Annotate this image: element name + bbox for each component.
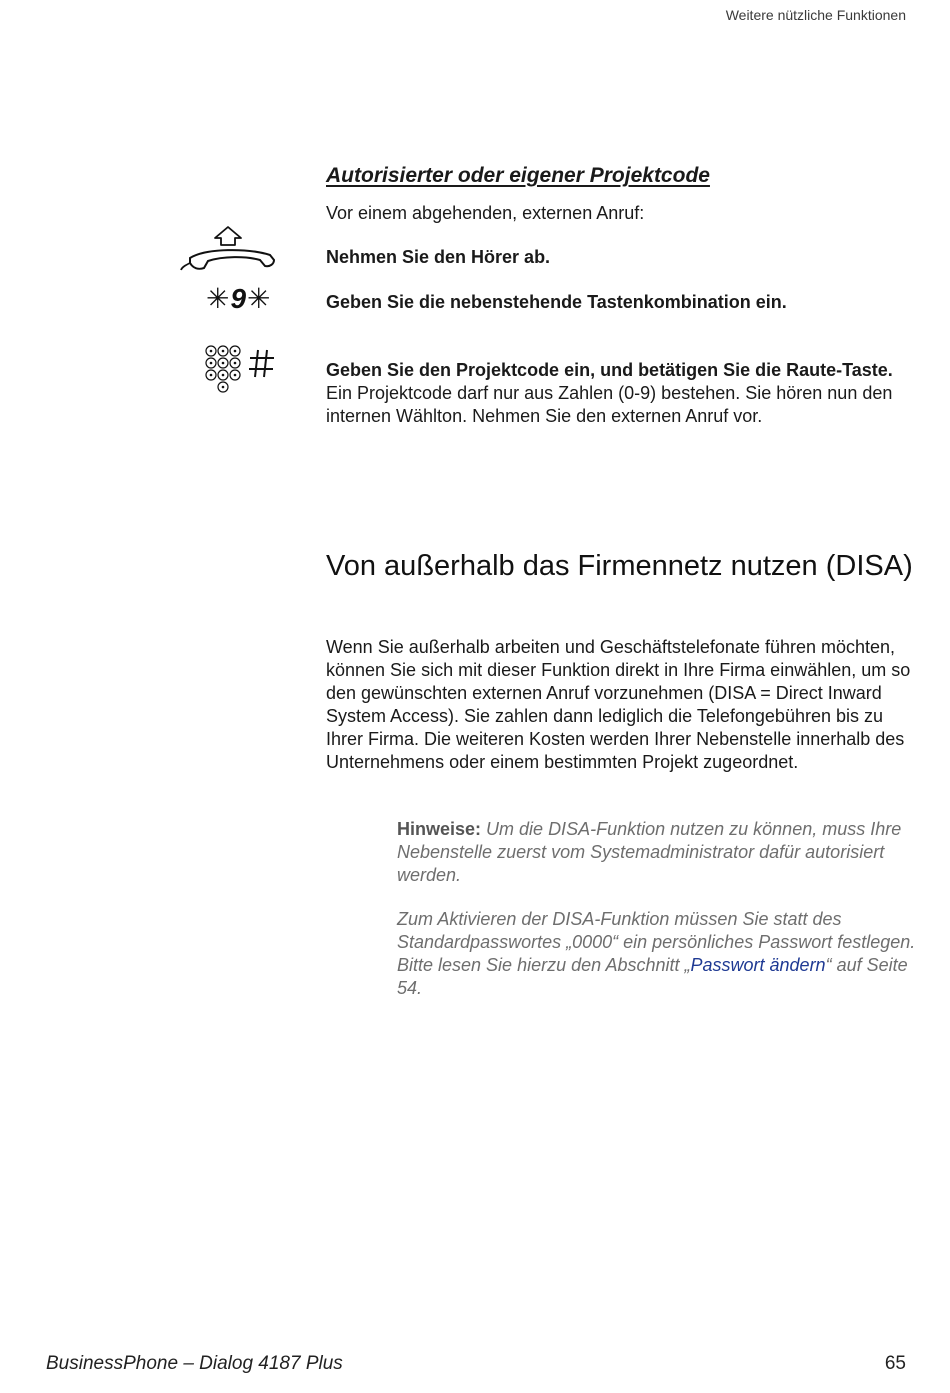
keypad-hash-icon — [204, 345, 278, 401]
notes-label: Hinweise: — [397, 819, 482, 839]
step-instruction: Geben Sie die nebenstehende Tastenkombination ein. — [326, 292, 787, 312]
digit-key-glyph: 9 — [230, 283, 248, 314]
step-explanation: Ein Projektcode darf nur aus Zahlen (0-9) bestehen. Sie hören nun den internen Wählton. Nehmen Sie den externen Anruf vor. — [326, 383, 893, 426]
note-text: Zum Aktivieren der DISA-Funktion müssen Sie statt des Standardpasswortes „0000“ ein persönliches Passwort festlegen. Bitte lesen Sie hierzu den Abschnitt „ — [397, 909, 916, 975]
note-authorization — [397, 818, 917, 887]
step-enter-key-combination — [326, 291, 916, 314]
star-key-glyph: ✳ — [247, 283, 272, 314]
step-instruction: Nehmen Sie den Hörer ab. — [326, 247, 551, 267]
passwort-aendern-link[interactable]: Passwort ändern — [690, 955, 826, 975]
disa-heading: Von außerhalb das Firmennetz nutzen (DISA) — [326, 550, 913, 582]
star-9-star-icon — [206, 284, 272, 314]
footer-product-name: BusinessPhone – Dialog 4187 Plus — [46, 1353, 343, 1374]
disa-description: Wenn Sie außerhalb arbeiten und Geschäftstelefonate führen möchten, können Sie sich mit dieser Funktion direkt in Ihre Firma einwählen, um so den gewünschten externen Anruf vorzunehmen (DISA = Direct Inward System Access). Sie zahlen dann lediglich die Telefongebühren bis zu Ihrer Firma. Die weiteren Kosten werden Ihrer Nebenstelle innerhalb des Unternehmens oder einem bestimmten Projekt zugeordnet. — [326, 637, 911, 772]
note-text: “ auf Seite 54. — [397, 955, 908, 998]
note-password — [397, 908, 917, 1000]
note-text: Um die DISA-Funktion nutzen zu können, muss Ihre Nebenstelle zuerst vom Systemadministrator dafür autorisiert werden. — [397, 819, 902, 885]
step-enter-project-code — [326, 359, 916, 428]
step-lift-handset — [326, 246, 916, 269]
step-instruction: Geben Sie den Projektcode ein, und betätigen Sie die Raute-Taste. — [326, 360, 893, 380]
page-number: 65 — [884, 1353, 906, 1374]
star-key-glyph: ✳ — [206, 283, 231, 314]
running-header: Weitere nützliche Funktionen — [725, 7, 906, 23]
intro-text: Vor einem abgehenden, externen Anruf: — [326, 203, 645, 223]
section-title: Autorisierter oder eigener Projektcode — [326, 164, 710, 187]
handset-lift-icon — [178, 225, 278, 275]
